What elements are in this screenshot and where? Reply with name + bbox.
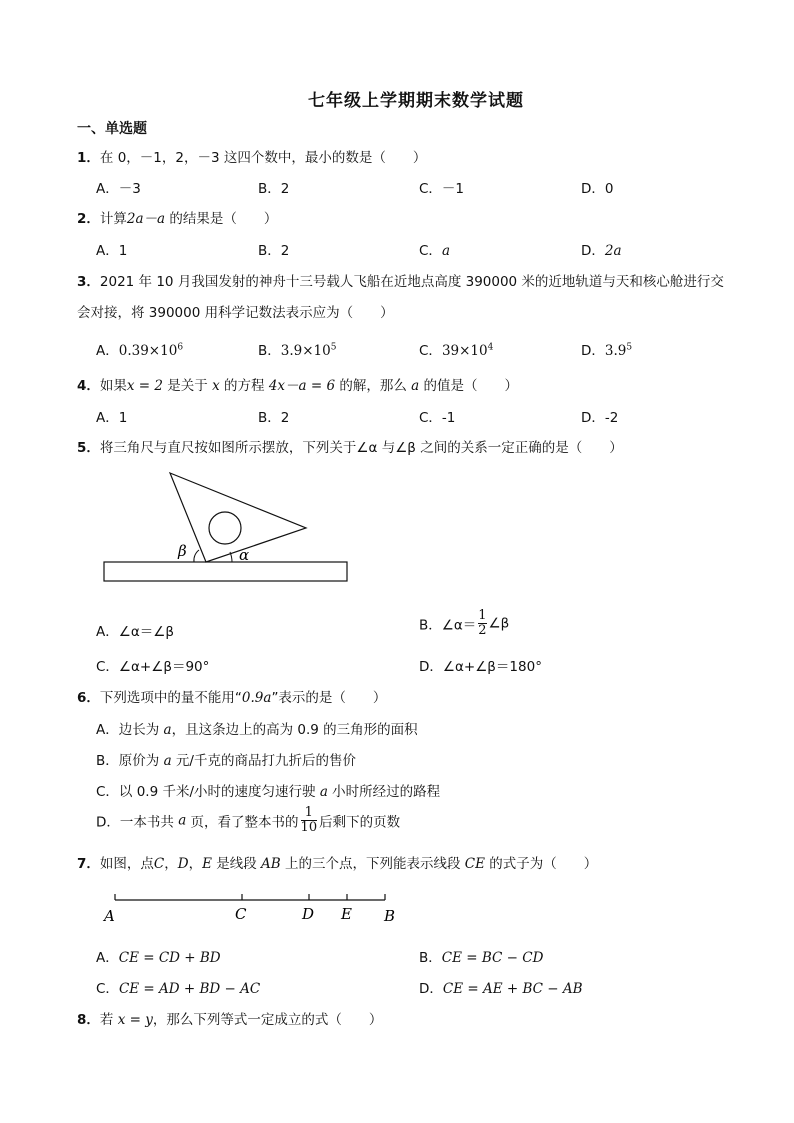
- question-text: 将三角尺与直尺按如图所示摆放，下列关于∠α 与∠β 之间的关系一定正确的是（ ）: [99, 440, 623, 456]
- q5-option-a: A．∠α＝∠β: [96, 624, 174, 640]
- math-variable: a: [163, 722, 172, 738]
- q7-option-a: [96, 946, 221, 966]
- question-text: 的方程: [219, 378, 269, 394]
- q7-option-b: [419, 946, 543, 966]
- option-math: CE = BC − CD: [441, 950, 544, 966]
- option-math: 3.9: [604, 343, 627, 359]
- question-text: 的解，那么: [335, 378, 412, 394]
- label-alpha: α: [239, 546, 250, 564]
- option-label: B．: [419, 950, 442, 966]
- question-text: 如果: [99, 378, 127, 394]
- question-3-line2: 会对接，将 390000 用科学记数法表示应为（ ）: [77, 305, 394, 321]
- math-variable: AB: [261, 856, 281, 872]
- question-number: 7．: [77, 856, 100, 872]
- q5-option-b: [419, 609, 509, 638]
- q1-option-b: B．2: [258, 181, 290, 197]
- math-variable: D: [177, 856, 189, 872]
- option-label: D．: [581, 343, 605, 359]
- option-math: a: [441, 243, 450, 259]
- q4-option-a: A．1: [96, 410, 128, 426]
- question-6: [77, 686, 386, 706]
- label-point-a: A: [104, 907, 115, 925]
- label-point-d: D: [302, 905, 315, 923]
- question-text: 是关于: [163, 378, 213, 394]
- question-number: 5．: [77, 440, 100, 456]
- option-text: ，且这条边上的高为 0.9 的三角形的面积: [171, 722, 418, 738]
- question-number: 4．: [77, 378, 100, 394]
- q5-option-d: D．∠α+∠β＝180°: [419, 659, 542, 675]
- option-text: B．原价为: [96, 753, 164, 769]
- option-label: A．: [96, 950, 119, 966]
- option-text: 元/千克的商品打九折后的售价: [171, 753, 356, 769]
- option-math: 39×10: [441, 343, 488, 359]
- triangle-ruler-figure: [100, 470, 360, 590]
- question-text-line1: 2021 年 10 月我国发射的神舟十三号载人飞船在近地点高度 390000 米的近地轨道与天和核心舱进行交: [99, 274, 724, 290]
- question-5: [77, 436, 623, 456]
- math-expression: 2a－a: [126, 211, 166, 227]
- fraction: [301, 806, 318, 835]
- question-text: ，: [188, 856, 203, 872]
- math-variable: C: [153, 856, 165, 872]
- q6-option-a: [96, 718, 418, 738]
- option-label: C．: [96, 981, 119, 997]
- option-label: D．: [581, 243, 605, 259]
- question-text: ”表示的是（ ）: [271, 690, 387, 706]
- option-math: CE = AE + BC − AB: [442, 981, 583, 997]
- q6-option-b: [96, 749, 356, 769]
- q1-option-d: D．0: [581, 181, 614, 197]
- question-text-pre: 计算: [99, 211, 127, 227]
- q2-option-c: [419, 239, 450, 259]
- q7-option-d: [419, 977, 583, 997]
- question-text: 若: [99, 1012, 118, 1028]
- option-math: 3.9×10: [280, 343, 331, 359]
- question-2: [77, 207, 277, 227]
- option-text: 页，看了整本书的: [186, 814, 299, 831]
- q3-option-c: [419, 339, 493, 359]
- question-number: 6．: [77, 690, 100, 706]
- q1-option-a: A．－3: [96, 181, 141, 197]
- q7-option-c: [96, 977, 260, 997]
- option-text: 后剩下的页数: [319, 814, 401, 831]
- section-heading: 一、单选题: [77, 121, 147, 137]
- question-text: 如图，点: [99, 856, 154, 872]
- option-text: D．一本书共: [96, 814, 179, 831]
- fraction-denominator: 2: [478, 623, 487, 638]
- page-title: 七年级上学期期末数学试题: [308, 91, 524, 111]
- question-number: 8．: [77, 1012, 100, 1028]
- question-text: 上的三个点，下列能表示线段: [280, 856, 465, 872]
- q1-option-c: C．－1: [419, 181, 465, 197]
- q3-option-a: [96, 339, 183, 359]
- math-variable: E: [202, 856, 212, 872]
- math-variable: x: [212, 378, 220, 394]
- q2-option-a: A．1: [96, 243, 128, 259]
- triangle-set-square: [170, 473, 306, 562]
- q5-option-c: C．∠α+∠β＝90°: [96, 659, 210, 675]
- option-label: C．: [419, 343, 442, 359]
- option-text: ∠β: [488, 615, 510, 632]
- question-text: 的式子为（ ）: [484, 856, 598, 872]
- question-text: ，: [164, 856, 178, 872]
- math-variable: a: [163, 753, 172, 769]
- q4-option-b: B．2: [258, 410, 290, 426]
- line-segment-figure: [100, 888, 400, 928]
- q6-option-d: [96, 806, 400, 835]
- option-text: A．边长为: [96, 722, 164, 738]
- fraction: [478, 609, 486, 638]
- question-text-post: 的结果是（ ）: [165, 211, 278, 227]
- option-label: B．: [258, 343, 281, 359]
- triangle-hole: [209, 512, 241, 544]
- question-text: 是线段: [211, 856, 262, 872]
- math-variable: CE: [464, 856, 485, 872]
- question-text: 下列选项中的量不能用“: [99, 690, 242, 706]
- question-7: [77, 852, 597, 872]
- math-variable: a: [411, 378, 420, 394]
- math-variable: a: [178, 812, 187, 829]
- question-number: 2．: [77, 211, 100, 227]
- question-3: [77, 270, 724, 290]
- q6-option-c: [96, 780, 440, 800]
- label-point-b: B: [384, 907, 396, 925]
- question-text: 的值是（ ）: [419, 378, 519, 394]
- q4-option-c: C．-1: [419, 410, 456, 426]
- q4-option-d: D．-2: [581, 410, 619, 426]
- option-label: D．: [419, 981, 443, 997]
- option-exponent: 5: [626, 342, 633, 353]
- fraction-numerator: 1: [478, 608, 487, 623]
- math-expression: x = y: [117, 1012, 153, 1028]
- option-math: 2a: [604, 243, 622, 259]
- fraction-numerator: 1: [304, 805, 313, 820]
- option-label: C．: [419, 243, 442, 259]
- math-expression: 4x－a = 6: [268, 378, 336, 394]
- option-text: 小时所经过的路程: [327, 784, 441, 800]
- option-math: 0.39×10: [118, 343, 178, 359]
- math-expression: x = 2: [126, 378, 164, 394]
- label-point-e: E: [341, 905, 352, 923]
- option-math: CE = AD + BD − AC: [118, 981, 261, 997]
- question-1: [77, 146, 426, 166]
- fraction-denominator: 10: [300, 820, 318, 835]
- label-beta: β: [178, 542, 187, 560]
- angle-beta-arc: [194, 550, 199, 562]
- q2-option-d: [581, 239, 622, 259]
- option-label: B．∠α＝: [419, 617, 477, 634]
- math-expression: 0.9a: [241, 690, 272, 706]
- q3-option-d: [581, 339, 632, 359]
- q2-option-b: B．2: [258, 243, 290, 259]
- question-text: 在 0，－1，2，－3 这四个数中，最小的数是（ ）: [99, 150, 427, 166]
- question-4: [77, 374, 518, 394]
- q3-option-b: [258, 339, 336, 359]
- ruler: [104, 562, 347, 581]
- question-8: [77, 1008, 382, 1028]
- label-point-c: C: [235, 905, 247, 923]
- question-text: ，那么下列等式一定成立的式（ ）: [152, 1012, 383, 1028]
- option-exponent: 6: [177, 342, 184, 353]
- option-math: CE = CD + BD: [118, 950, 221, 966]
- question-number: 1．: [77, 150, 100, 166]
- question-number: 3．: [77, 274, 100, 290]
- option-label: A．: [96, 343, 119, 359]
- option-exponent: 4: [487, 342, 494, 353]
- option-exponent: 5: [330, 342, 337, 353]
- option-text: C．以 0.9 千米/小时的速度匀速行驶: [96, 784, 320, 800]
- math-variable: a: [319, 784, 328, 800]
